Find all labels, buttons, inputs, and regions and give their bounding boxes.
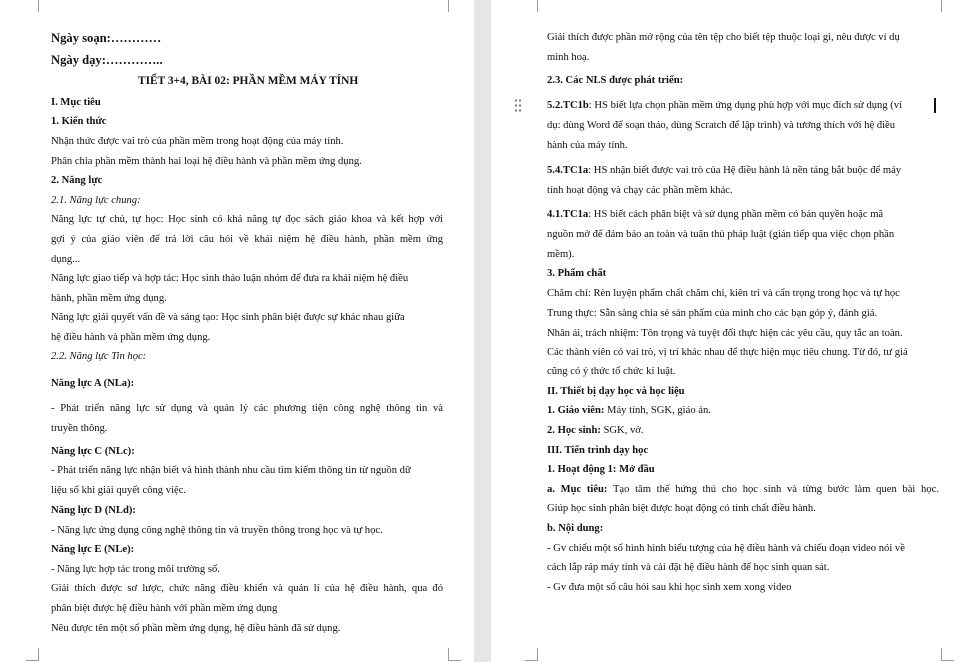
paragraph-line: Trung thực: Sẵn sàng chia sẻ sản phẩm của mình cho các bạn góp ý, đánh giá.	[547, 308, 878, 319]
paragraph-line: Các thành viên có vai trò, vị trí khác nhau để thực hiện mục tiêu chung. Từ đó, tư giá	[547, 347, 908, 358]
paragraph-line: Giải thích được phần mở rộng của tên tệp cho biết tệp thuộc loại gì, nêu được ví dụ	[547, 32, 900, 43]
label-hoc-sinh: 2. Học sinh:	[547, 425, 601, 436]
competency-code: 5.4.TC1a	[547, 165, 589, 176]
crop-mark	[941, 648, 954, 661]
paragraph-line	[547, 424, 644, 438]
paragraph-line: minh hoạ.	[547, 52, 590, 63]
paragraph-line	[547, 483, 939, 497]
value-giao-vien: Máy tính, SGK, giáo án.	[604, 405, 711, 416]
paragraph-line: - Năng lực hợp tác trong môi trường số.	[51, 564, 220, 575]
ngay-soan: Ngày soạn:…………	[51, 31, 162, 45]
value-muc-tieu: Tạo tâm thế hứng thú cho học sinh và từng bước làm quen bài học.	[607, 484, 939, 495]
heading-noi-dung: b. Nội dung:	[547, 523, 604, 534]
paragraph-line: Năng lực tự chủ, tự học: Học sinh có khả năng tự đọc sách giáo khoa và kết hợp với	[51, 214, 443, 225]
paragraph-line	[547, 164, 901, 178]
heading-hoat-dong-1: 1. Hoạt động 1: Mở đầu	[547, 464, 655, 475]
paragraph-line: Chăm chỉ: Rèn luyện phẩm chất chăm chỉ, kiên trì và cẩn trọng trong học và tự học	[547, 288, 900, 299]
paragraph-line: nguồn mở để đảm bảo an toàn và tuân thủ pháp luật (gián tiếp qua việc chọn phần	[547, 229, 895, 240]
label-giao-vien: 1. Giáo viên:	[547, 405, 605, 416]
heading-thiet-bi: II. Thiết bị dạy học và học liệu	[547, 386, 685, 397]
heading-nang-luc: 2. Năng lực	[51, 175, 103, 186]
paragraph-line: hệ điều hành và phần mềm ứng dụng.	[51, 332, 211, 343]
heading-nang-luc-tin-hoc: 2.2. Năng lực Tin học:	[51, 351, 147, 362]
paragraph-line: cũng có ý thức tổ chức kỉ luật.	[547, 366, 676, 377]
paragraph-line: Nêu được tên một số phần mềm ứng dụng, hệ điều hành đã sử dụng.	[51, 623, 341, 634]
paragraph-line: dụng...	[51, 254, 81, 265]
paragraph-line	[547, 99, 902, 113]
lesson-title: TIẾT 3+4, BÀI 02: PHẦN MỀM MÁY TÍNH	[138, 75, 359, 87]
heading-nlc: Năng lực C (NLc):	[51, 446, 135, 457]
text-cursor	[934, 98, 936, 113]
crop-mark	[525, 0, 538, 12]
paragraph-line: - Năng lực ứng dụng công nghệ thông tin và truyền thông trong học và tự học.	[51, 525, 383, 536]
competency-text: : HS nhận biết được vai trò của Hệ điều hành là nền tảng bắt buộc để máy	[588, 165, 902, 176]
paragraph-line: phân biệt được hệ điều hành với phần mềm ứng dụng	[51, 603, 278, 614]
paragraph-line: Nhận thức được vai trò của phần mềm trong hoạt động của máy tính.	[51, 136, 344, 147]
paragraph-line	[547, 404, 711, 418]
heading-kien-thuc: 1. Kiến thức	[51, 116, 107, 127]
paragraph-line: mềm).	[547, 249, 575, 260]
page-gutter	[474, 0, 491, 662]
paragraph-line: tính hoạt động và chạy các phần mềm khác.	[547, 185, 733, 196]
paragraph-line: Năng lực giải quyết vấn đề và sáng tạo: Học sinh phân biệt được sự khác nhau giữa	[51, 312, 405, 323]
heading-nang-luc-chung: 2.1. Năng lực chung:	[51, 195, 141, 206]
competency-text: : HS biết lựa chọn phần mềm ứng dụng phù hợp với mục đích sử dụng (ví	[588, 100, 903, 111]
paragraph-line: - Gv chiếu một số hình hình biểu tượng của hệ điều hành và chiếu đoạn video nói về	[547, 543, 905, 554]
paragraph-move-handle-icon[interactable]	[514, 98, 522, 112]
paragraph-line: dụ: dùng Word để soạn thảo, dùng Scratch để lập trình) và tương thích với hệ điều	[547, 120, 896, 131]
paragraph-line: hành của máy tính.	[547, 140, 628, 151]
paragraph-line: - Phát triển năng lực sử dụng và quản lý các phương tiện công nghệ thông tin và	[51, 403, 443, 414]
crop-mark	[941, 0, 954, 12]
crop-mark	[448, 648, 461, 661]
label-muc-tieu: a. Mục tiêu:	[547, 484, 608, 495]
crop-mark	[525, 648, 538, 661]
ngay-day: Ngày dạy:…………..	[51, 53, 163, 67]
paragraph-line	[547, 208, 883, 222]
paragraph-line: - Phát triển năng lực nhận biết và hình thành nhu cầu tìm kiếm thông tin từ nguồn dữ	[51, 465, 411, 476]
paragraph-line: liệu số khi giải quyết công việc.	[51, 485, 187, 496]
heading-nle: Năng lực E (NLe):	[51, 544, 135, 555]
paragraph-line: Nhân ái, trách nhiệm: Tôn trọng và tuyệt đối thực hiện các yêu cầu, quy tắc an toàn.	[547, 328, 903, 339]
paragraph-line: cách lắp ráp máy tính và cài đặt hệ điều hành để học sinh quan sát.	[547, 562, 830, 573]
competency-text: : HS biết cách phân biệt và sử dụng phần mềm có bản quyền hoặc mã	[588, 209, 884, 220]
heading-nls: 2.3. Các NLS được phát triển:	[547, 75, 684, 86]
paragraph-line: gợi ý của giáo viên để trả lời câu hỏi về khái niệm hệ điều hành, phần mềm ứng	[51, 234, 443, 245]
heading-nla: Năng lực A (NLa):	[51, 378, 135, 389]
crop-mark	[26, 0, 39, 12]
heading-tien-trinh: III. Tiến trình dạy học	[547, 445, 649, 456]
competency-code: 5.2.TC1b	[547, 100, 589, 111]
crop-mark	[448, 0, 461, 12]
competency-code: 4.1.TC1a	[547, 209, 589, 220]
value-hoc-sinh: SGK, vở.	[600, 425, 644, 436]
paragraph-line: truyền thông.	[51, 423, 108, 434]
paragraph-line: Năng lực giao tiếp và hợp tác: Học sinh thảo luận nhóm để đưa ra khái niệm hệ điều	[51, 273, 409, 284]
paragraph-line: Phân chia phần mềm thành hai loại hệ điều hành và phần mềm ứng dụng.	[51, 156, 362, 167]
crop-mark	[26, 648, 39, 661]
heading-nld: Năng lực D (NLd):	[51, 505, 136, 516]
paragraph-line: Giải thích được sơ lược, chức năng điều khiển và quản lí của hệ điều hành, qua đó	[51, 583, 443, 594]
heading-muc-tieu: I. Mục tiêu	[51, 97, 101, 108]
heading-pham-chat: 3. Phẩm chất	[547, 268, 607, 279]
paragraph-line: Giúp học sinh phân biệt được hoạt động có tính chất điều hành.	[547, 503, 816, 514]
document-page-left[interactable]	[0, 0, 474, 662]
paragraph-line: hành, phần mềm ứng dụng.	[51, 293, 167, 304]
paragraph-line: - Gv đưa một số câu hỏi sau khi học sinh xem xong video	[547, 582, 792, 593]
